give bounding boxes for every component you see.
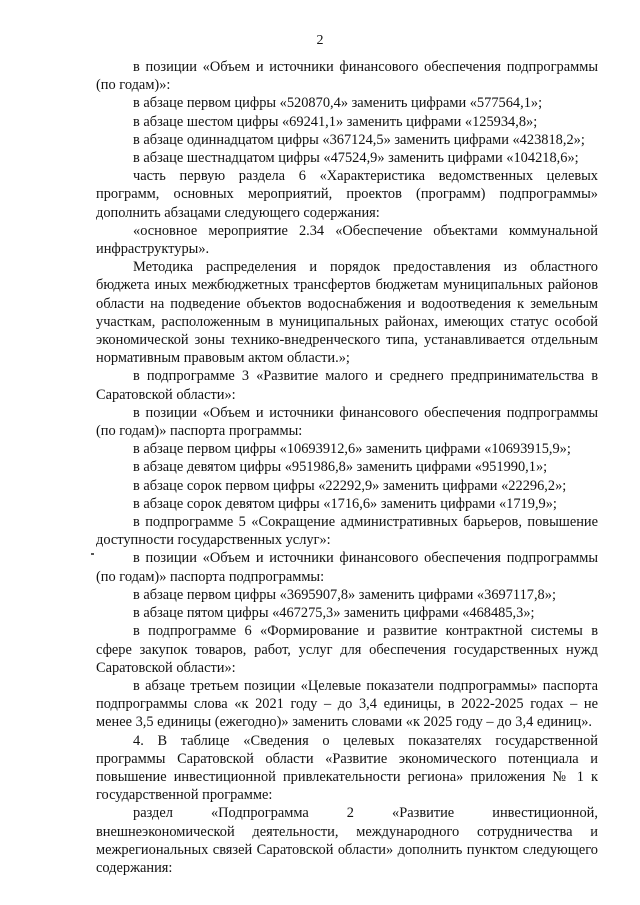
paragraph: раздел «Подпрограмма 2 «Развитие инвестиционной, внешнеэкономической деятельности, международного сотрудничества и межрегиональных связей Саратовской области» дополнить пунктом следующего содержания: (96, 805, 598, 876)
paragraph: в позиции «Объем и источники финансового обеспечения подпрограммы (по годам)»: (96, 59, 598, 94)
paragraph: в абзаце сорок девятом цифры «1716,6» заменить цифрами «1719,9»; (133, 495, 557, 512)
paragraph: в абзаце первом цифры «520870,4» заменить цифрами «577564,1»; (133, 95, 543, 112)
paragraph: в абзаце сорок первом цифры «22292,9» заменить цифрами «22296,2»; (133, 477, 567, 494)
paragraph: в абзаце шестнадцатом цифры «47524,9» заменить цифрами «104218,6»; (133, 150, 579, 167)
paragraph: в абзаце первом цифры «10693912,6» заменить цифрами «10693915,9»; (133, 441, 571, 458)
paragraph: часть первую раздела 6 «Характеристика ведомственных целевых программ, основных мероприятий, проектов (программ) подпрограммы» дополнить абзацами следующего содержания: (96, 168, 598, 221)
paragraph: в абзаце девятом цифры «951986,8» заменить цифрами «951990,1»; (133, 459, 548, 476)
document-body (96, 58, 598, 877)
paragraph: 4. В таблице «Сведения о целевых показателях государственной программы Саратовской области «Развитие экономического потенциала и повышение инвестиционной привлекательности региона» приложения № 1 к государственной программе: (96, 732, 598, 804)
paragraph: в абзаце пятом цифры «467275,3» заменить цифрами «468485,3»; (133, 605, 535, 622)
paragraph: в абзаце одиннадцатом цифры «367124,5» заменить цифрами «423818,2»; (133, 131, 585, 148)
paragraph: в абзаце шестом цифры «69241,1» заменить цифрами «125934,8»; (133, 113, 538, 130)
paragraph: в абзаце третьем позиции «Целевые показатели подпрограммы» паспорта подпрограммы слова «к 2021 году – до 3,4 единицы, в 2022-2025 годах – не менее 3,5 единицы (ежегодно)» заменить словами «к 2025 году – до 3,4 единиц». (96, 677, 598, 731)
paragraph: в позиции «Объем и источники финансового обеспечения подпрограммы (по годам)» паспорта подпрограммы: (96, 550, 598, 585)
paragraph: в позиции «Объем и источники финансового обеспечения подпрограммы (по годам)» паспорта программы: (96, 404, 598, 440)
paragraph: в подпрограмме 3 «Развитие малого и среднего предпринимательства в Саратовской области»: (96, 368, 598, 403)
paragraph: Методика распределения и порядок предоставления из областного бюджета иных межбюджетных трансфертов бюджетам муниципальных районов области на подведение объектов водоснабжения и водоотведения к земельным участкам, расположенным в муниципальных районах, имеющих статус особой экономической зоны технико-внедренческого типа, устанавливается отдельным нормативным правовым актом области.»; (96, 259, 598, 367)
paragraph: «основное мероприятие 2.34 «Обеспечение объектами коммунальной инфраструктуры». (96, 222, 598, 258)
paragraph: в подпрограмме 6 «Формирование и развитие контрактной системы в сфере закупок товаров, работ, услуг для обеспечения государственных нужд Саратовской области»: (96, 623, 598, 676)
margin-mark (91, 553, 94, 555)
paragraph: в подпрограмме 5 «Сокращение административных барьеров, повышение доступности государственных услуг»: (96, 514, 598, 549)
paragraph: в абзаце первом цифры «3695907,8» заменить цифрами «3697117,8»; (133, 586, 556, 603)
page-number: 2 (316, 33, 324, 48)
